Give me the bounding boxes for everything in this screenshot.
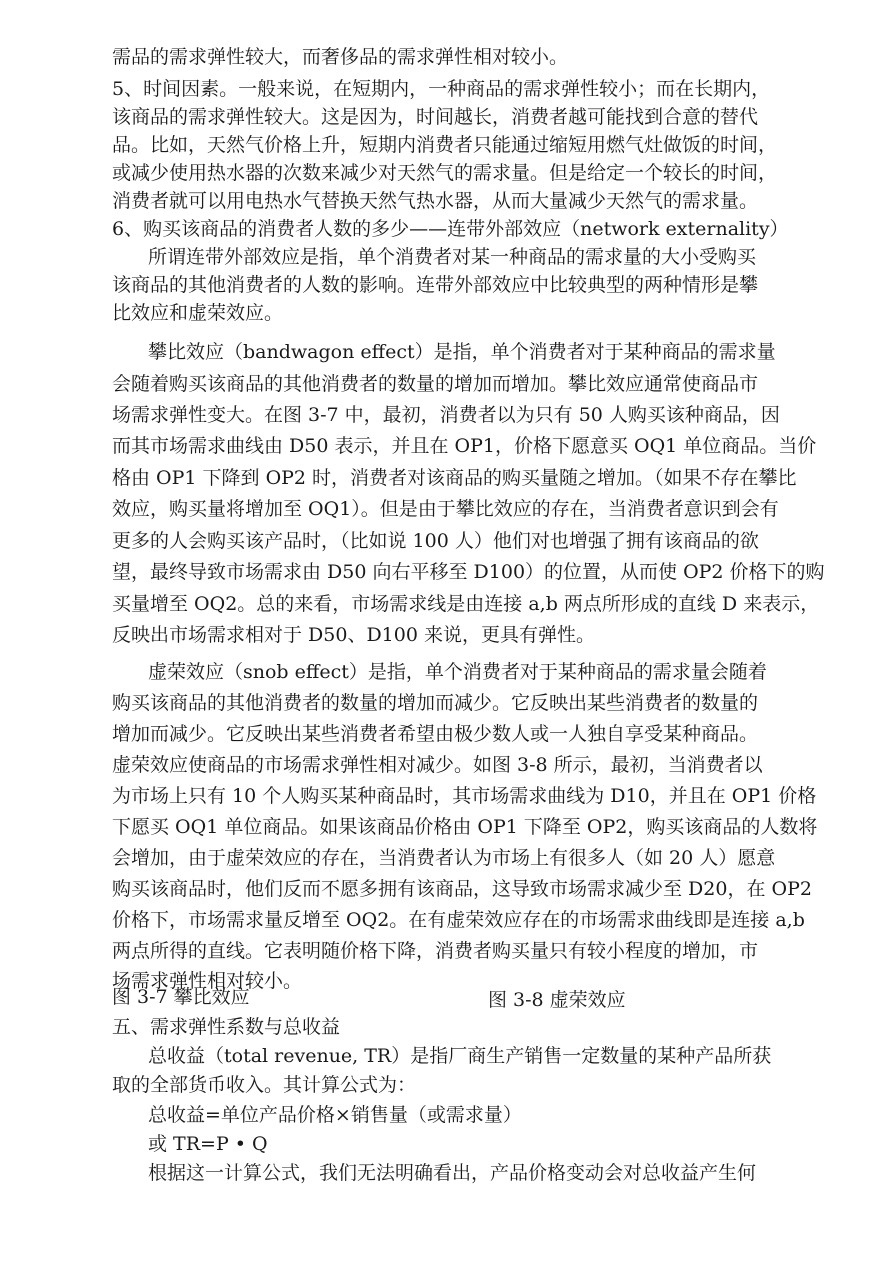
- text-line: 场需求弹性变大。在图 3-7 中，最初，消费者以为只有 50 人购买该种商品，因: [112, 404, 780, 426]
- text-line: 场需求弹性相对较小。: [112, 970, 303, 992]
- text-line: 总收益（total revenue, TR）是指厂商生产销售一定数量的某种产品所获: [148, 1045, 772, 1067]
- text-line: 效应，购买量将增加至 OQ1）。但是由于攀比效应的存在，当消费者意识到会有: [112, 498, 779, 520]
- formula-line: 总收益=单位产品价格×销售量（或需求量）: [148, 1104, 522, 1126]
- text-line: 为市场上只有 10 个人购买某种商品时，其市场需求曲线为 D10，并且在 OP1 价格: [112, 785, 817, 807]
- text-line: 品。比如，天然气价格上升，短期内消费者只能通过缩短用燃气灶做饭的时间，: [112, 134, 778, 156]
- section-heading: 五、需求弹性系数与总收益: [112, 1016, 341, 1038]
- text-line: 价格下，市场需求量反增至 OQ2。在有虚荣效应存在的市场需求曲线即是连接 a,b: [112, 909, 805, 931]
- text-line: 买量增至 OQ2。总的来看，市场需求线是由连接 a,b 两点所形成的直线 D 来表示，: [112, 593, 820, 615]
- text-line: 需品的需求弹性较大，而奢侈品的需求弹性相对较小。: [112, 46, 569, 68]
- text-line: 下愿买 OQ1 单位商品。如果该商品价格由 OP1 下降至 OP2，购买该商品的人数将: [112, 816, 818, 838]
- text-line: 虚荣效应使商品的市场需求弹性相对减少。如图 3-8 所示，最初，当消费者以: [112, 754, 763, 776]
- text-line: 虚荣效应（snob effect）是指，单个消费者对于某种商品的需求量会随着: [148, 661, 767, 683]
- text-line: 购买该商品时，他们反而不愿多拥有该商品，这导致市场需求减少至 D20，在 OP2: [112, 878, 812, 900]
- text-line: 而其市场需求曲线由 D50 表示，并且在 OP1，价格下愿意买 OQ1 单位商品。当价: [112, 435, 817, 457]
- text-line: 反映出市场需求相对于 D50、D100 来说，更具有弹性。: [112, 624, 595, 646]
- figure-caption: 图 3-8 虚荣效应: [488, 989, 626, 1011]
- text-line: 格由 OP1 下降到 OP2 时，消费者对该商品的购买量随之增加。（如果不存在攀比: [112, 467, 797, 489]
- text-line: 两点所得的直线。它表明随价格下降，消费者购买量只有较小程度的增加，市: [112, 940, 759, 962]
- text-line: 消费者就可以用电热水气替换天然气热水器，从而大量减少天然气的需求量。: [112, 190, 759, 212]
- text-line: 所谓连带外部效应是指，单个消费者对某一种商品的需求量的大小受购买: [148, 246, 757, 268]
- text-line: 该商品的需求弹性较大。这是因为，时间越长，消费者越可能找到合意的替代: [112, 106, 759, 128]
- text-line: 5、时间因素。一般来说，在短期内，一种商品的需求弹性较小；而在长期内，: [112, 78, 771, 100]
- formula-line: 或 TR=P • Q: [148, 1133, 268, 1155]
- text-line: 更多的人会购买该产品时，（比如说 100 人）他们对也增强了拥有该商品的欲: [112, 530, 759, 552]
- text-line: 望，最终导致市场需求由 D50 向右平移至 D100）的位置，从而使 OP2 价格下的购: [112, 561, 825, 583]
- text-line: 该商品的其他消费者的人数的影响。连带外部效应中比较典型的两种情形是攀: [112, 274, 759, 296]
- text-line: 或减少使用热水器的次数来减少对天然气的需求量。但是给定一个较长的时间，: [112, 162, 778, 184]
- text-line: 购买该商品的其他消费者的数量的增加而减少。它反映出某些消费者的数量的: [112, 692, 759, 714]
- text-line: 比效应和虚荣效应。: [112, 302, 284, 324]
- text-line: 增加而减少。它反映出某些消费者希望由极少数人或一人独自享受某种商品。: [112, 723, 759, 745]
- text-line: 会随着购买该商品的其他消费者的数量的增加而增加。攀比效应通常使商品市: [112, 373, 759, 395]
- text-line: 攀比效应（bandwagon effect）是指，单个消费者对于某种商品的需求量: [148, 341, 776, 363]
- text-line: 6、购买该商品的消费者人数的多少——连带外部效应（network externality）: [112, 218, 789, 240]
- figure-caption: 图 3-7 攀比效应: [112, 986, 250, 1008]
- text-line: 取的全部货币收入。其计算公式为：: [112, 1074, 417, 1096]
- text-line: 会增加，由于虚荣效应的存在，当消费者认为市场上有很多人（如 20 人）愿意: [112, 847, 776, 869]
- text-line: 根据这一计算公式，我们无法明确看出，产品价格变动会对总收益产生何: [148, 1162, 757, 1184]
